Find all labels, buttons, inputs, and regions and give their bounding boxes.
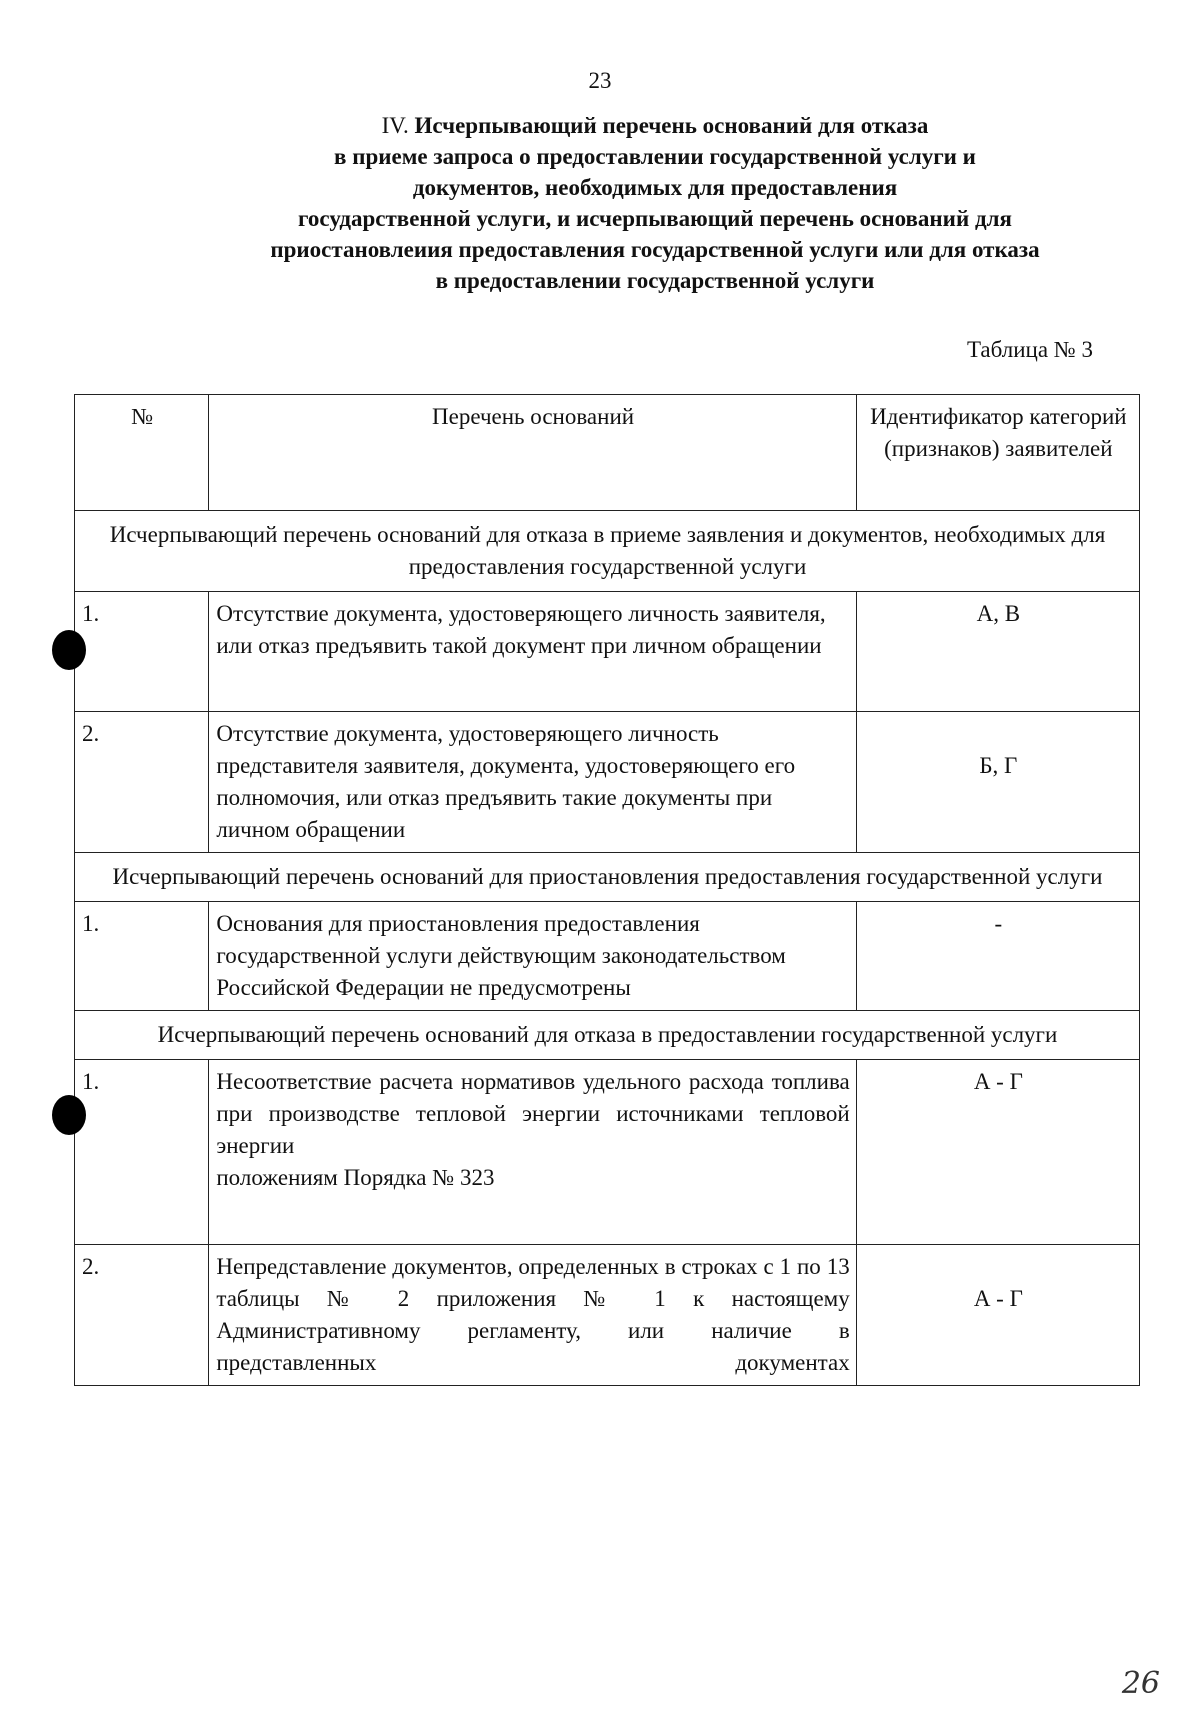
row-text-line: энергии источниками тепловой энергии bbox=[216, 1101, 850, 1158]
heading-line: в приеме запроса о предоставлении государственной услуги и bbox=[334, 144, 976, 169]
row-identifier: - bbox=[856, 902, 1139, 1011]
header-number: № bbox=[75, 395, 209, 511]
table-row bbox=[75, 902, 1140, 1011]
section-title: Исчерпывающий перечень оснований для отказа в приеме заявления и документов, необходимых для предоставления государственной услуги bbox=[75, 511, 1140, 592]
row-number: 2. bbox=[75, 1245, 209, 1386]
heading-line: Исчерпывающий перечень оснований для отказа bbox=[414, 113, 929, 138]
row-text bbox=[209, 1245, 856, 1386]
heading-roman: IV. bbox=[381, 113, 409, 138]
row-text-line: Непредставление документов, определенных в bbox=[216, 1254, 676, 1279]
table-row bbox=[75, 1060, 1140, 1245]
table-row bbox=[75, 592, 1140, 712]
section-row bbox=[75, 853, 1140, 902]
row-text: Основания для приостановления предоставления государственной услуги действующим законодательством Российской Федерации не предусмотрены bbox=[209, 902, 856, 1011]
punch-hole-mark bbox=[52, 1095, 86, 1135]
page-number: 23 bbox=[588, 68, 612, 93]
row-identifier: А - Г bbox=[856, 1060, 1139, 1245]
row-text-line: строках с 1 по 13 таблицы № 2 приложения № 1 к bbox=[216, 1254, 850, 1311]
row-identifier: А, В bbox=[856, 592, 1139, 712]
row-number: 1. bbox=[75, 592, 209, 712]
row-number: 1. bbox=[75, 1060, 209, 1245]
row-text bbox=[209, 1060, 856, 1245]
grounds-table bbox=[74, 394, 1140, 1386]
handwritten-page-mark: 26 bbox=[1121, 1666, 1160, 1701]
row-text-line: наличие в представленных документах bbox=[216, 1318, 850, 1375]
row-text-line: настоящему Административному регламенту, или bbox=[216, 1286, 850, 1343]
table-row bbox=[75, 712, 1140, 853]
section-heading bbox=[170, 110, 1140, 296]
header-grounds: Перечень оснований bbox=[209, 395, 856, 511]
row-text: Отсутствие документа, удостоверяющего личность представителя заявителя, документа, удостоверяющего его полномочия, или отказ предъявить такие документы при личном обращении bbox=[209, 712, 856, 853]
row-number: 2. bbox=[75, 712, 209, 853]
table-label: Таблица № 3 bbox=[966, 337, 1093, 362]
heading-line: в предоставлении государственной услуги bbox=[435, 268, 875, 293]
row-number: 1. bbox=[75, 902, 209, 1011]
section-row bbox=[75, 511, 1140, 592]
row-text-line: расхода топлива при производстве тепловой bbox=[216, 1069, 850, 1126]
row-identifier: Б, Г bbox=[856, 712, 1139, 853]
row-text: Отсутствие документа, удостоверяющего личность заявителя, или отказ предъявить такой документ при личном обращении bbox=[209, 592, 856, 712]
table-row bbox=[75, 1245, 1140, 1386]
section-title: Исчерпывающий перечень оснований для отказа в предоставлении государственной услуги bbox=[75, 1011, 1140, 1060]
row-text-line: Несоответствие расчета нормативов удельного bbox=[216, 1069, 682, 1094]
table-header-row bbox=[75, 395, 1140, 511]
section-title: Исчерпывающий перечень оснований для приостановления предоставления государственной услуги bbox=[75, 853, 1140, 902]
row-identifier: А - Г bbox=[856, 1245, 1139, 1386]
row-text-line: положениям Порядка № 323 bbox=[216, 1165, 495, 1190]
section-row bbox=[75, 1011, 1140, 1060]
header-identifier: Идентификатор категорий (признаков) заявителей bbox=[856, 395, 1139, 511]
heading-line: документов, необходимых для предоставления bbox=[412, 175, 898, 200]
heading-line: приостановлеиия предоставления государственной услуги или для отказа bbox=[270, 237, 1040, 262]
heading-line: государственной услуги, и исчерпывающий перечень оснований для bbox=[298, 206, 1012, 231]
punch-hole-mark bbox=[52, 630, 86, 670]
